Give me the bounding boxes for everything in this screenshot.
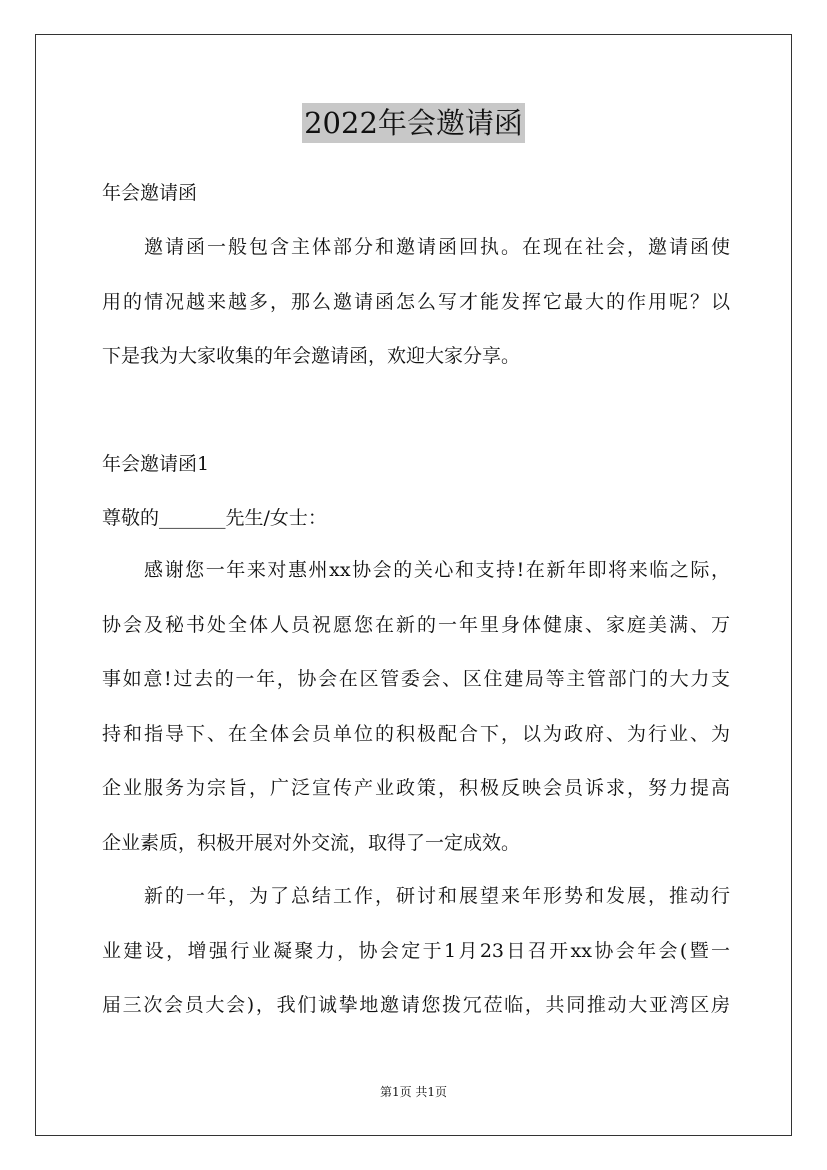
intro-paragraph bbox=[102, 220, 730, 384]
paragraph-line: 用的情况越来越多，那么邀请函怎么写才能发挥它最大的作用呢？以 bbox=[102, 290, 730, 313]
paragraph-line: 企业素质，积极开展对外交流，取得了一定成效。 bbox=[102, 831, 521, 854]
paragraph-line: 感谢您一年来对惠州xx协会的关心和支持!在新年即将来临之际， bbox=[144, 559, 730, 581]
salutation: 尊敬的_______先生/女士： bbox=[102, 507, 327, 529]
paragraph-line: 新的一年，为了总结工作，研讨和展望来年形势和发展，推动行 bbox=[144, 885, 730, 907]
paragraph-line: 下是我为大家收集的年会邀请函，欢迎大家分享。 bbox=[102, 345, 521, 367]
paragraph-line: 业建设，增强行业凝聚力，协会定于1月23日召开xx协会年会(暨一 bbox=[102, 939, 730, 962]
paragraph-line: 企业服务为宗旨，广泛宣传产业政策，积极反映会员诉求，努力提高 bbox=[102, 777, 730, 799]
paragraph-line: 届三次会员大会)，我们诚挚地邀请您拨冗莅临，共同推动大亚湾区房 bbox=[102, 994, 730, 1016]
paragraph-line: 协会及秘书处全体人员祝愿您在新的一年里身体健康、家庭美满、万 bbox=[102, 613, 730, 636]
document-subtitle: 年会邀请函 bbox=[102, 182, 198, 204]
body-paragraph-1 bbox=[102, 543, 730, 870]
paragraph-line: 持和指导下、在全体会员单位的积极配合下，以为政府、为行业、为 bbox=[102, 722, 730, 745]
body-paragraph-2 bbox=[102, 869, 730, 1033]
paragraph-line: 邀请函一般包含主体部分和邀请函回执。在现在社会，邀请函使 bbox=[144, 236, 730, 258]
page-number-footer: 第1页 共1页 bbox=[379, 1085, 448, 1099]
paragraph-line: 事如意!过去的一年，协会在区管委会、区住建局等主管部门的大力支 bbox=[102, 668, 730, 690]
title-container bbox=[0, 103, 827, 143]
document-title: 2022年会邀请函 bbox=[302, 103, 525, 143]
section-heading: 年会邀请函1 bbox=[102, 453, 210, 475]
